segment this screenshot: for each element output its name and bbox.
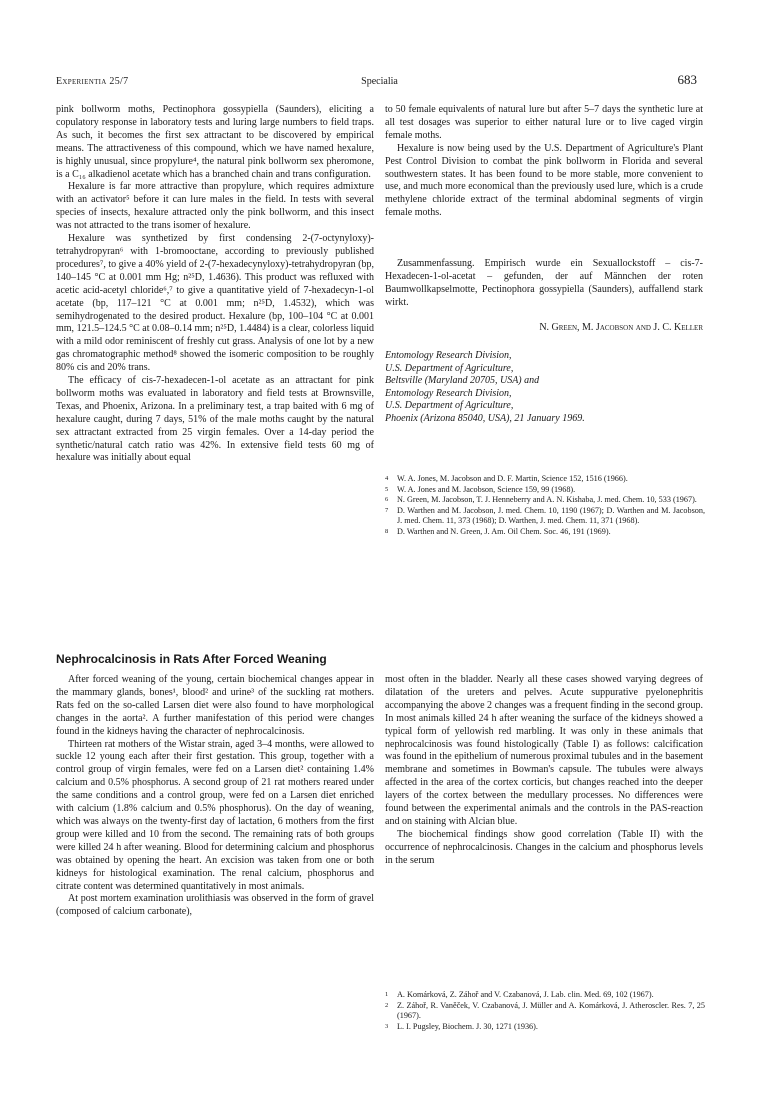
footnote-number: 4 xyxy=(385,475,389,482)
paragraph: pink bollworm moths, Pectinophora gossypiella (Saunders), eliciting a copulatory response in laboratory tests and luring large numbers to field traps. As such, it becomes the first sex attractant to be discovered by empirical means. The attractiveness of this compound, which we have named hexalure, is highly unusual, since propylure⁴, the natural pink bollworm sex pheromone, is a C₁₆ alkadienol acetate which has a branched chain and trans configuration. xyxy=(56,104,374,180)
footnote xyxy=(385,495,705,506)
affiliation-line: Beltsville (Maryland 20705, USA) and xyxy=(385,375,540,387)
article1-column-right xyxy=(385,104,703,220)
footnote xyxy=(385,485,705,496)
page-number: 683 xyxy=(677,72,697,87)
footnote-number: 8 xyxy=(385,527,389,535)
footnote-text: D. Warthen and N. Green, J. Am. Oil Chem. Soc. 46, 191 (1969). xyxy=(397,526,611,536)
paragraph: Hexalure was synthetized by first condensing 2-(7-octynyloxy)-tetrahydropyran⁶ with 1-bromooctane, according to previously published procedures⁷, to give a 40% yield of 2-(7-hexadecynyloxy)-tetrahydropyran (bp, 140–145 °C at 0.001 mm Hg; n²⁵D, 1.4636). This product was refluxed with acetic acid-acetyl chloride⁶,⁷ to give a quantitative yield of 7-hexadecyn-1-ol acetate (bp, 117–121 °C at 0.001 mm; n²⁵D, 1.4532), which was semihydrogenated to the desired product. Hexalure (bp, 100–104 °C at 0.001 mm, 121.5–124.5 °C at 0.08–0.14 mm; n²⁵D, 1.4484) is a clear, colorless liquid with a mild odor reminiscent of freshly cut grass. Analysis of one lot by a new gas chromatographic method⁸ showed the isomeric composition to be roughly 80% cis and 20% trans. xyxy=(56,233,374,374)
affiliation-line: U.S. Department of Agriculture, xyxy=(385,400,514,412)
footnote-number: 3 xyxy=(385,1022,389,1030)
paragraph: Thirteen rat mothers of the Wistar strain, aged 3–4 months, were allowed to suckle 12 young each after their first gestation. This group, together with a control group of virgin females, were fed on a Larsen diet² containing 1.4% calcium and 0.5% phosphorus. A second group of 21 rat mothers reared under the same conditions and a control group, were fed on a Larsen diet enriched with calcium (1.8% calcium and 0.5% phosphorus). On the day of weaning, which was always on the twenty-first day of lactation, 6 mothers from the first group were killed and 10 from the second. The remaining rats of both groups were killed 24 h after weaning. Blood for determining calcium and phosphorus was obtained by opening the heart. An excision was taken from one or both kidneys for histological examination. The renal calcium, phosphorus and citrate content was determined quantitatively in most animals. xyxy=(56,738,374,892)
footnote-number: 1 xyxy=(385,991,389,998)
article2-title: Nephrocalcinosis in Rats After Forced Weaning xyxy=(56,652,327,666)
running-header-journal: Experientia 25/7 xyxy=(56,76,129,87)
footnote-number: 6 xyxy=(385,496,389,504)
footnote xyxy=(385,1001,705,1022)
footnote-text: Z. Záhoř, R. Vaněček, V. Czabanová, J. Müller and A. Komárková, J. Atheroscler. Res. 7, 25 (1967). xyxy=(397,1000,705,1021)
affiliation-line: Entomology Research Division, xyxy=(385,350,512,361)
footnote-text: N. Green, M. Jacobson, T. J. Henneberry and A. N. Kishaba, J. med. Chem. 10, 533 (1967). xyxy=(397,495,697,505)
article1-column-left xyxy=(56,104,374,465)
running-header-section: Specialia xyxy=(361,76,398,87)
summary-text: Zusammenfassung. Empirisch wurde ein Sexuallockstoff – cis-7-Hexadecen-1-ol-acetat – gefunden, der auf Männchen der roten Baumwollkapselmotte, Pectinophora gossypiella (Saunders), auffallend stark wirkt. xyxy=(385,258,703,308)
german-summary xyxy=(385,258,703,310)
paragraph: The biochemical findings show good correlation (Table II) with the occurrence of nephrocalcinosis. Changes in the calcium and phosphorus levels in the serum xyxy=(385,828,703,866)
footnote xyxy=(385,1022,705,1033)
footnote xyxy=(385,990,705,1001)
author-line: N. Green, M. Jacobson and J. C. Keller xyxy=(539,322,703,333)
paragraph: After forced weaning of the young, certain biochemical changes appear in the mammary glands, bones¹, blood² and urine³ of the suckling rat mothers. Rats fed on the so-called Larsen diet were also found to have morphological changes in the aorta². A further manifestation of this period were changes found in the kidneys having the character of nephrocalcinosis. xyxy=(56,674,374,737)
paragraph: Hexalure is far more attractive than propylure, which requires admixture with an activator⁵ before it can lure males in the field. In tests with several species of insects, hexalure attracted only the pink bollworm, and this insect was not attracted to the trans isomer of hexalure. xyxy=(56,181,374,232)
footnote-number: 7 xyxy=(385,506,389,514)
paragraph: most often in the bladder. Nearly all these cases showed varying degrees of dilatation of the ureters and pelves. Acute suppurative pyelonephritis accompanying the above 2 changes was a frequent finding in the second group. In most animals killed 24 h after weaning the surface of the kidneys showed a typical form of yellowish red marbling. It was only in these animals that nephrocalcinosis was found histologically (Table I) as follows: calcification was found in the epithelium of numerous proximal tubules and in the basement membrane and sometimes in Bowman's capsule. The tubules were always affected in the area of the cortex corticis, but changes reached into the deeper layers of the cortex between the medullary processes. No differences were found between the experimental animals and the controls in the PAS-reaction and on staining with Alcian blue. xyxy=(385,674,703,827)
footnote-number: 2 xyxy=(385,1001,389,1009)
paragraph: to 50 female equivalents of natural lure but after 5–7 days the synthetic lure at all test dosages was superior to either natural lure or to live caged virgin female moths. xyxy=(385,104,703,141)
paragraph: Hexalure is now being used by the U.S. Department of Agriculture's Plant Pest Control Division to combat the pink bollworm in Florida and several southwestern states. It has been found to be more stable, more convenient to use, and much more economical than the previously used lure, which is a crude methylene chloride extract of the terminal abdominal segments of virgin female moths. xyxy=(385,142,703,219)
affiliation-line: Phoenix (Arizona 85040, USA), 21 January 1969. xyxy=(385,412,585,424)
footnote-number: 5 xyxy=(385,485,389,493)
footnote-text: A. Komárková, Z. Záhoř and V. Czabanová, J. Lab. clin. Med. 69, 102 (1967). xyxy=(397,990,654,999)
article2-column-left xyxy=(56,674,374,919)
paragraph: The efficacy of cis-7-hexadecen-1-ol acetate as an attractant for pink bollworm moths was evaluated in laboratory and field tests at Brownsville, Texas, and Phoenix, Arizona. In a preliminary test, a trap baited with 6 mg of hexalure caught, during 7 days, 51% of the male moths caught by the natural sex attractant extracted from 25 virgin females. Over a 14-day period the synthetic/natural catch ratio was 42%. In extensive field tests 60 mg of hexalure was initially about equal xyxy=(56,375,374,464)
article2-column-right xyxy=(385,674,703,868)
footnote xyxy=(385,474,705,485)
article2-footnotes xyxy=(385,990,705,1032)
footnote-text: L. I. Pugsley, Biochem. J. 30, 1271 (1936). xyxy=(397,1021,538,1031)
affiliation-line: Entomology Research Division, xyxy=(385,387,512,399)
article1-footnotes xyxy=(385,474,705,538)
footnote xyxy=(385,527,705,538)
paragraph: At post mortem examination urolithiasis was observed in the form of gravel (composed of calcium carbonate), xyxy=(56,893,374,918)
footnote-text: W. A. Jones, M. Jacobson and D. F. Martin, Science 152, 1516 (1966). xyxy=(397,474,628,483)
footnote-text: W. A. Jones and M. Jacobson, Science 159, 99 (1968). xyxy=(397,484,576,494)
affiliation-block xyxy=(385,350,703,426)
affiliation-line: U.S. Department of Agriculture, xyxy=(385,362,514,374)
footnote-text: D. Warthen and M. Jacobson, J. med. Chem. 10, 1190 (1967); D. Warthen and M. Jacobson, J. med. Chem. 11, 373 (1968); D. Warthen, J. med. Chem. 11, 371 (1968). xyxy=(397,505,705,526)
footnote xyxy=(385,506,705,527)
